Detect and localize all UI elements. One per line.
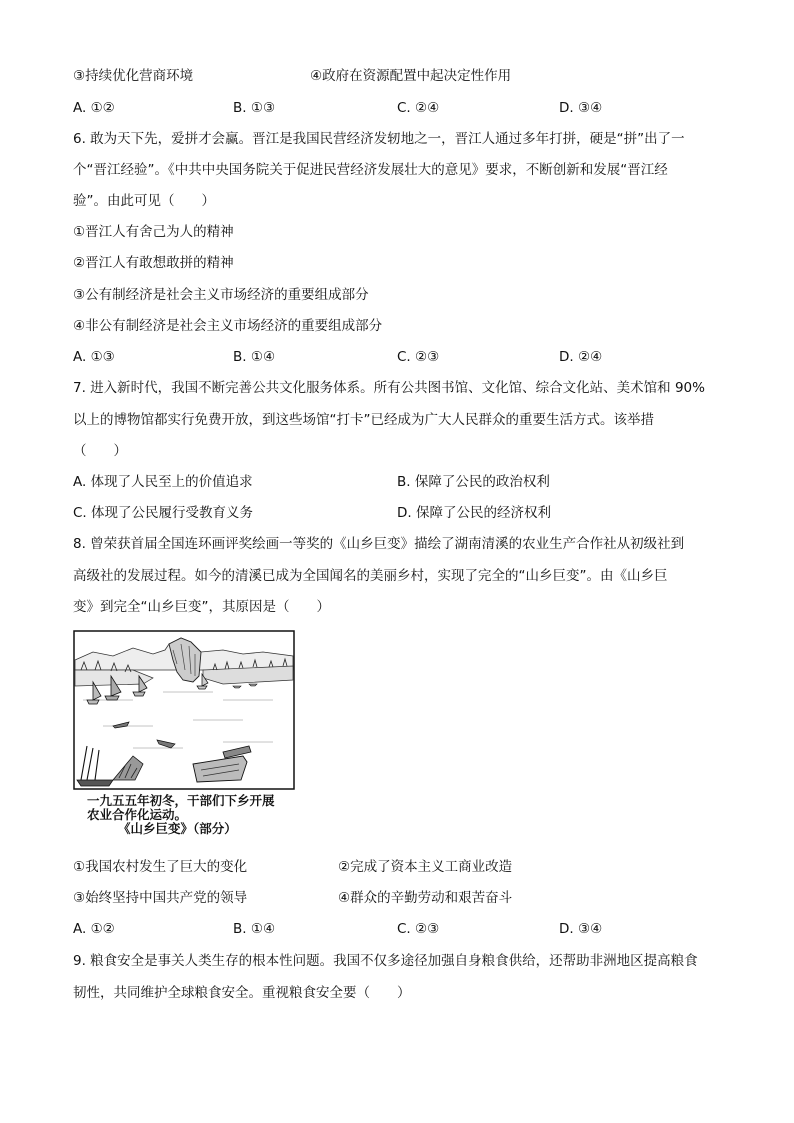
q8-choice-a[interactable]: A. ①② — [73, 921, 115, 937]
figure-caption-title — [118, 821, 237, 836]
q8-option-3: ③始终坚持中国共产党的领导 — [73, 890, 248, 906]
q7-choices-row-1 — [73, 473, 733, 491]
q5-choice-d[interactable]: D. ③④ — [559, 100, 603, 116]
q5-choice-b[interactable]: B. ①③ — [233, 100, 276, 116]
q8-choice-b[interactable]: B. ①④ — [233, 921, 276, 937]
figure-caption-line-2: 农业合作化运动。 — [87, 807, 188, 822]
q6-option-2: ②晋江人有敢想敢拼的精神 — [73, 255, 234, 271]
q5-choice-a[interactable]: A. ①② — [73, 100, 115, 116]
q6-stem-line-2: 个“晋江经验”。《中共中央国务院关于促进民营经济发展壮大的意见》要求，不断创新和发展“晋江经 — [73, 162, 668, 178]
q9-stem-line-1: 9. 粮食安全是事关人类生存的根本性问题。我国不仅多途径加强自身粮食供给，还帮助非洲地区提高粮食 — [73, 953, 698, 969]
q7-choice-c[interactable]: C. 体现了公民履行受教育义务 — [73, 505, 254, 521]
q9-stem-line-2: 韧性，共同维护全球粮食安全。重视粮食安全要（ ） — [73, 985, 411, 1001]
figure-caption-part: （部分） — [193, 821, 237, 836]
q8-option-4: ④群众的辛勤劳动和艰苦奋斗 — [338, 890, 513, 906]
q8-options-row-2 — [73, 889, 733, 907]
q8-options-row-1 — [73, 858, 733, 876]
q5-option-3: ③持续优化营商环境 — [73, 68, 194, 84]
q7-stem-line-1: 7. 进入新时代，我国不断完善公共文化服务体系。所有公共图书馆、文化馆、综合文化站、美术馆和 90% — [73, 380, 705, 396]
q5-options-row-1 — [73, 67, 733, 85]
q8-choices — [73, 920, 733, 938]
q6-stem-line-3: 验”。由此可见（ ） — [73, 193, 215, 209]
q8-option-1: ①我国农村发生了巨大的变化 — [73, 859, 248, 875]
q5-choice-c[interactable]: C. ②④ — [397, 100, 440, 116]
q7-choice-d[interactable]: D. 保障了公民的经济权利 — [397, 505, 551, 521]
q7-choices-row-2 — [73, 504, 733, 522]
q6-choice-c[interactable]: C. ②③ — [397, 349, 440, 365]
shanxiang-jubian-illustration — [73, 630, 295, 790]
q6-choice-a[interactable]: A. ①③ — [73, 349, 115, 365]
q8-stem-line-1: 8. 曾荣获首届全国连环画评奖绘画一等奖的《山乡巨变》描绘了湖南清溪的农业生产合作社从初级社到 — [73, 536, 685, 552]
q8-stem-line-3: 变》到完全“山乡巨变”，其原因是（ ） — [73, 599, 330, 615]
q7-stem-line-2: 以上的博物馆都实行免费开放，到这些场馆“打卡”已经成为广大人民群众的重要生活方式。该举措 — [73, 412, 654, 428]
q6-stem-line-1: 6. 敢为天下先，爱拼才会赢。晋江是我国民营经济发轫地之一，晋江人通过多年打拼，硬是“拼”出了一 — [73, 131, 685, 147]
q6-choice-d[interactable]: D. ②④ — [559, 349, 603, 365]
q6-choice-b[interactable]: B. ①④ — [233, 349, 276, 365]
q8-choice-d[interactable]: D. ③④ — [559, 921, 603, 937]
figure-caption-line-1: 一九五五年初冬，干部们下乡开展 — [87, 793, 275, 808]
q8-choice-c[interactable]: C. ②③ — [397, 921, 440, 937]
q6-option-4: ④非公有制经济是社会主义市场经济的重要组成部分 — [73, 318, 383, 334]
q8-stem-line-2: 高级社的发展过程。如今的清溪已成为全国闻名的美丽乡村，实现了完全的“山乡巨变”。由《山乡巨 — [73, 568, 668, 584]
q7-choice-b[interactable]: B. 保障了公民的政治权利 — [397, 474, 550, 490]
figure-caption-work: 《山乡巨变》 — [118, 821, 194, 836]
q6-option-3: ③公有制经济是社会主义市场经济的重要组成部分 — [73, 287, 369, 303]
q6-choices — [73, 348, 733, 366]
q7-choice-a[interactable]: A. 体现了人民至上的价值追求 — [73, 474, 253, 490]
q5-choices — [73, 99, 733, 117]
q6-option-1: ①晋江人有舍己为人的精神 — [73, 224, 234, 240]
q7-stem-line-3: （ ） — [73, 443, 127, 459]
q5-option-4: ④政府在资源配置中起决定性作用 — [310, 68, 512, 84]
q8-option-2: ②完成了资本主义工商业改造 — [338, 859, 513, 875]
